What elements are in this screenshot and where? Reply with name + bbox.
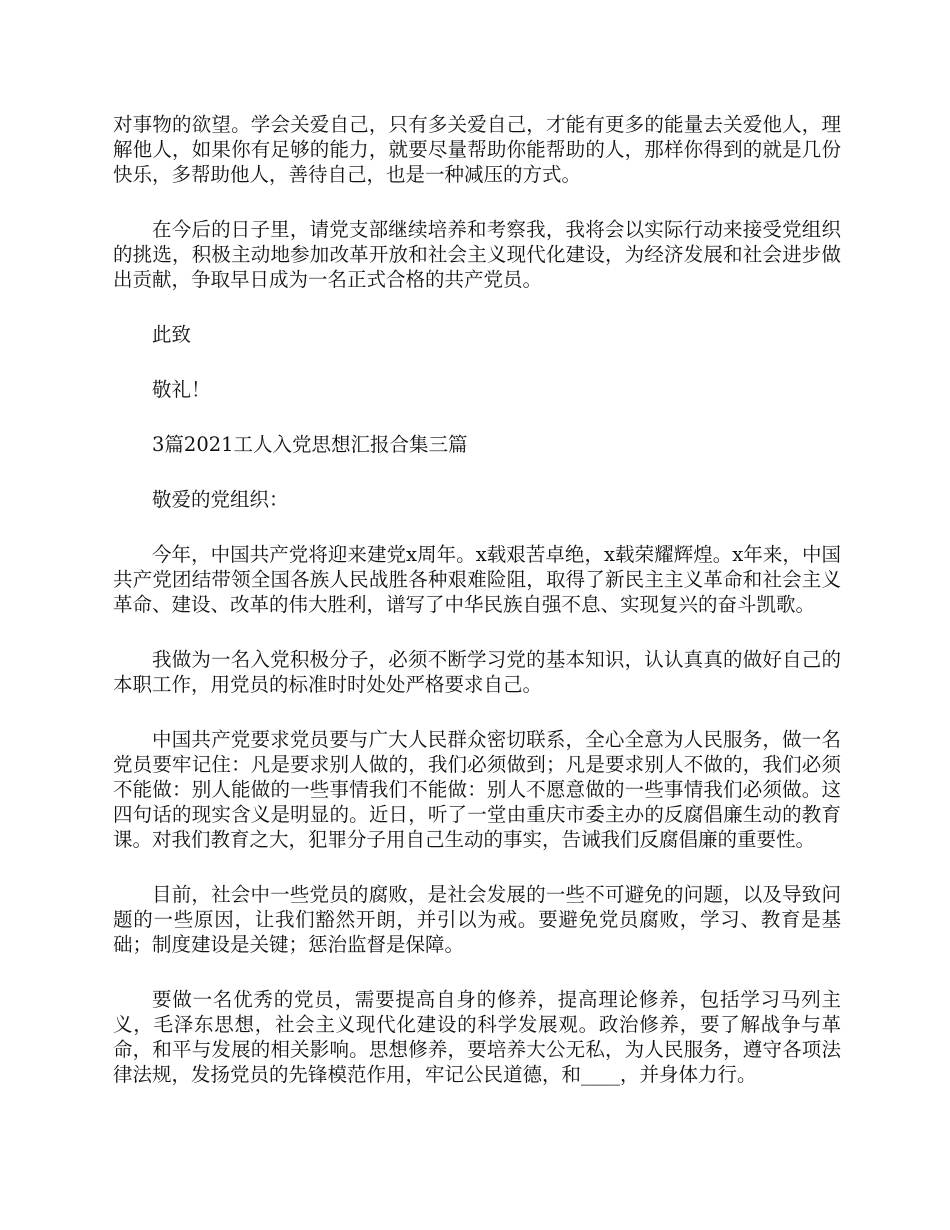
closing-salutation: 此致: [152, 323, 192, 346]
section-title: 3篇2021工人入党思想汇报合集三篇: [152, 433, 468, 456]
closing-respect: 敬礼！: [152, 378, 211, 401]
paragraph-continuation: 对事物的欲望。学会关爱自己，只有多关爱自己，才能有更多的能量去关爱他人，理解他人，如果你有足够的能力，就要尽量帮助你能帮助的人，那样你得到的就是几份快乐，多帮助他人，善待自己，也是一种减压的方式。: [113, 113, 841, 186]
greeting: 敬爱的党组织：: [152, 488, 289, 511]
paragraph-corruption: 目前，社会中一些党员的腐败，是社会发展的一些不可避免的问题，以及导致问题的一些原因，让我们豁然开朗，并引以为戒。要避免党员腐败，学习、教育是基础；制度建设是关键；惩治监督是保障。: [113, 883, 841, 956]
paragraph-anniversary: 今年，中国共产党将迎来建党x周年。x载艰苦卓绝，x载荣耀辉煌。x年来，中国共产党团结带领全国各族人民战胜各种艰难险阻，取得了新民主主义革命和社会主义革命、建设、改革的伟大胜利，谱写了中华民族自强不息、实现复兴的奋斗凯歌。: [113, 543, 841, 616]
document-body: [113, 112, 841, 1117]
paragraph-cultivation: 要做一名优秀的党员，需要提高自身的修养，提高理论修养，包括学习马列主义，毛泽东思想，社会主义现代化建设的科学发展观。政治修养，要了解战争与革命，和平与发展的相关影响。思想修养，要培养大公无私，为人民服务，遵守各项法律法规，发扬党员的先锋模范作用，牢记公民道德，和____，并身体力行。: [113, 988, 841, 1086]
paragraph-requirements: 中国共产党要求党员要与广大人民群众密切联系，全心全意为人民服务，做一名党员要牢记住：凡是要求别人做的，我们必须做到；凡是要求别人不做的，我们必须不能做：别人能做的一些事情我们不能做：别人不愿意做的一些事情我们必须做。这四句话的现实含义是明显的。近日，听了一堂由重庆市委主办的反腐倡廉生动的教育课。对我们教育之大，犯罪分子用自己生动的事实，告诫我们反腐倡廉的重要性。: [113, 728, 841, 851]
paragraph-commitment: 在今后的日子里，请党支部继续培养和考察我，我将会以实际行动来接受党组织的挑选，积极主动地参加改革开放和社会主义现代化建设，为经济发展和社会进步做出贡献，争取早日成为一名正式合格的共产党员。: [113, 218, 841, 291]
paragraph-activist: 我做为一名入党积极分子，必须不断学习党的基本知识，认认真真的做好自己的本职工作，用党员的标准时时处处严格要求自己。: [113, 648, 841, 696]
